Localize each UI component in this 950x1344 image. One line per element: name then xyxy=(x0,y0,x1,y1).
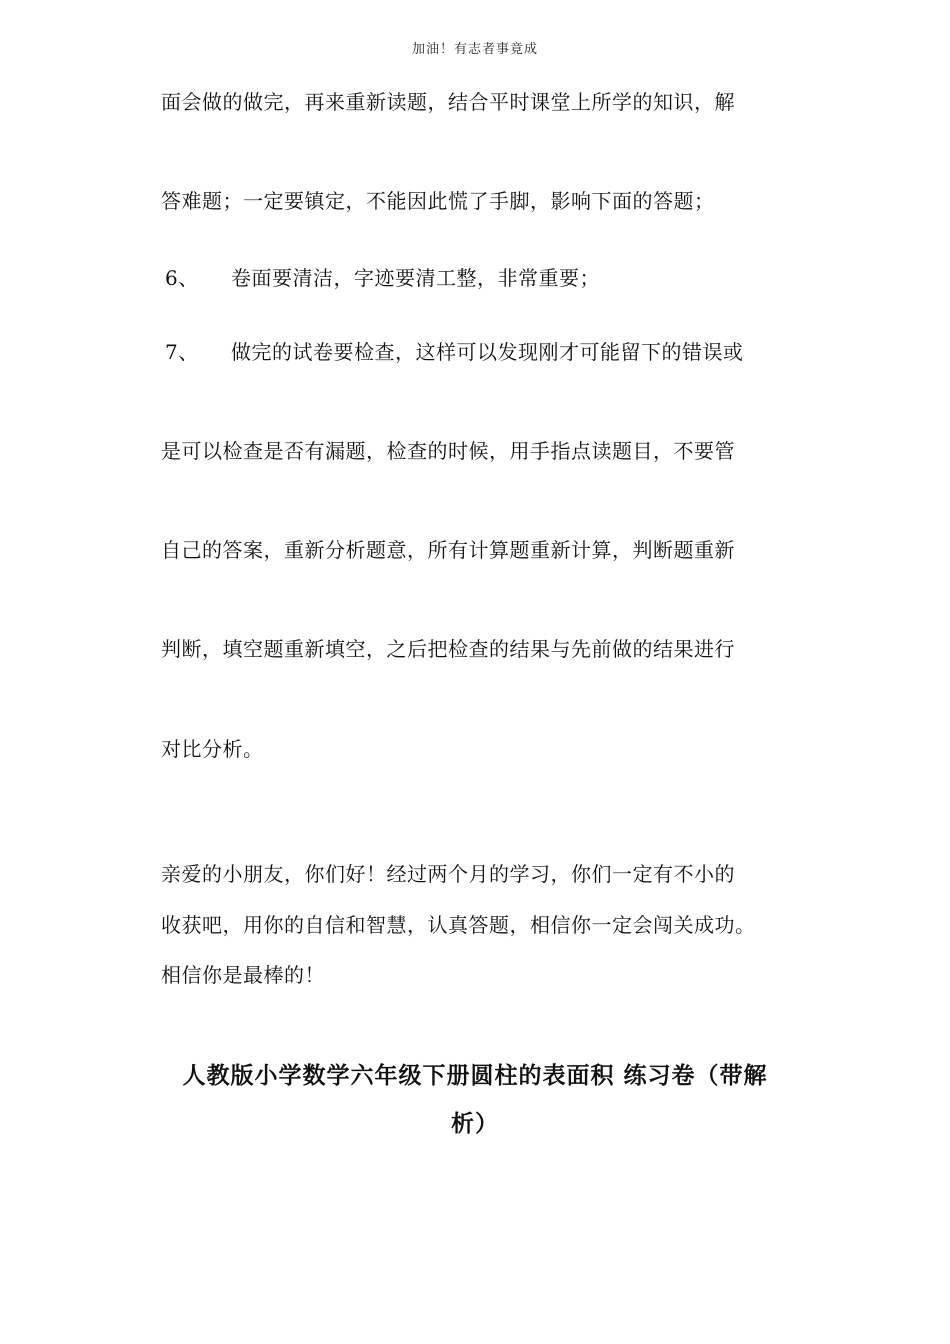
body-line: 对比分析。 xyxy=(161,737,264,761)
list-item-7 xyxy=(161,338,821,366)
list-item-text: 做完的试卷要检查，这样可以发现刚才可能留下的错误或 xyxy=(231,340,744,364)
greeting-line: 相信你是最棒的！ xyxy=(161,963,325,987)
greeting-line: 收获吧，用你的自信和智慧，认真答题，相信你一定会闯关成功。 xyxy=(161,913,756,937)
body-line: 自己的答案，重新分析题意，所有计算题重新计算，判断题重新 xyxy=(161,538,735,562)
body-line: 面会做的做完，再来重新读题，结合平时课堂上所学的知识，解 xyxy=(161,90,735,114)
list-item-text: 卷面要清洁，字迹要清工整，非常重要； xyxy=(231,266,600,290)
page-header: 加油！有志者事竟成 xyxy=(411,42,538,57)
list-item-6 xyxy=(161,264,821,292)
body-line: 答难题；一定要镇定，不能因此慌了手脚，影响下面的答题； xyxy=(161,189,715,213)
greeting-line: 亲爱的小朋友，你们好！经过两个月的学习，你们一定有不小的 xyxy=(161,862,735,886)
document-title: 人教版小学数学六年级下册圆柱的表面积 练习卷（带解 xyxy=(182,1063,768,1089)
document-title-continued: 析） xyxy=(451,1111,499,1137)
list-number: 7、 xyxy=(165,340,199,364)
body-line: 判断，填空题重新填空，之后把检查的结果与先前做的结果进行 xyxy=(161,637,735,661)
list-number: 6、 xyxy=(165,266,199,290)
body-line: 是可以检查是否有漏题，检查的时候，用手指点读题目，不要管 xyxy=(161,439,735,463)
